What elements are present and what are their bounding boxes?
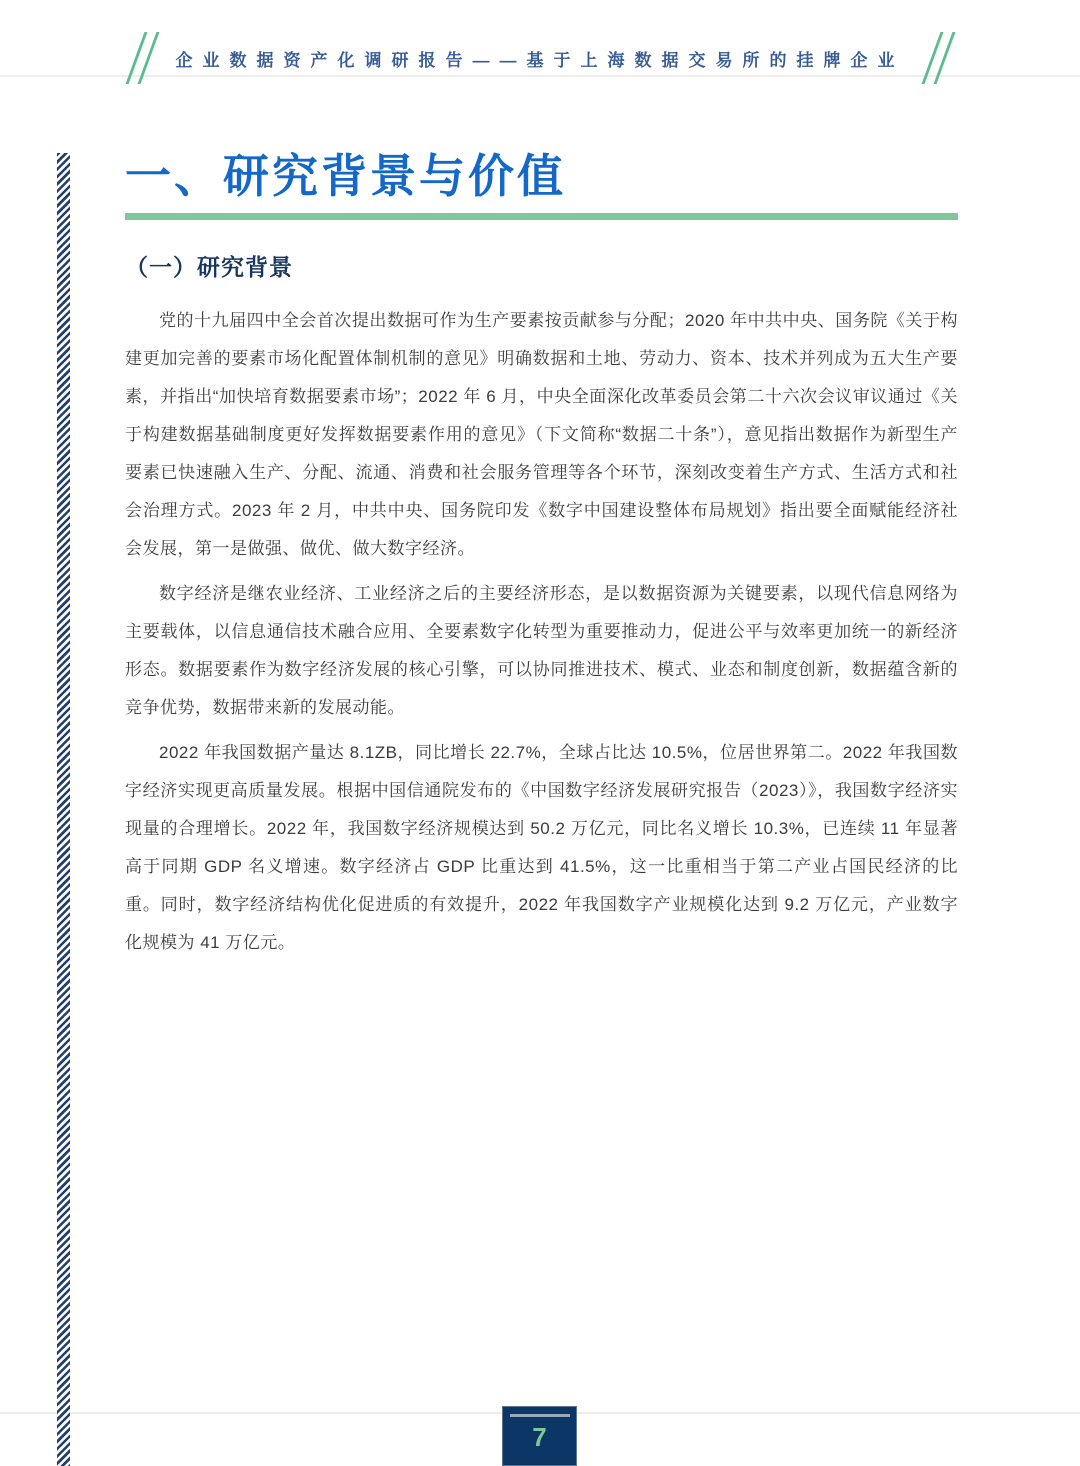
slash-mark: [921, 32, 943, 84]
subsection-heading: （一）研究背景: [125, 254, 293, 280]
section-heading: 一、研究背景与价值: [125, 150, 566, 202]
body-text: [125, 302, 958, 962]
decor-stripe-bar: [57, 153, 70, 1466]
slash-mark: [125, 32, 147, 84]
body-paragraph: 党的十九届四中全会首次提出数据可作为生产要素按贡献参与分配；2020 年中共中央、国务院《关于构建更加完善的要素市场化配置体制机制的意见》明确数据和土地、劳动力、资本、技术并列成为五大生产要素，并指出“加快培育数据要素市场”；2022 年 6 月，中央全面深化改革委员会第二十六次会议审议通过《关于构建数据基础制度更好发挥数据要素作用的意见》（下文简称“数据二十条”），意见指出数据作为新型生产要素已快速融入生产、分配、流通、消费和社会服务管理等各个环节，深刻改变着生产方式、生活方式和社会治理方式。2023 年 2 月，中共中央、国务院印发《数字中国建设整体布局规划》指出要全面赋能经济社会发展，第一是做强、做优、做大数字经济。: [125, 311, 958, 558]
double-slash-icon: [135, 32, 150, 84]
page-number-box: [502, 1406, 577, 1466]
page-header: [0, 30, 1080, 86]
body-paragraph: 数字经济是继农业经济、工业经济之后的主要经济形态，是以数据资源为关键要素，以现代信息网络为主要载体，以信息通信技术融合应用、全要素数字化转型为重要推动力，促进公平与效率更加统一的新经济形态。数据要素作为数字经济发展的核心引擎，可以协同推进技术、模式、业态和制度创新，数据蕴含新的竞争优势，数据带来新的发展动能。: [125, 584, 958, 717]
body-paragraph: 2022 年我国数据产量达 8.1ZB，同比增长 22.7%，全球占比达 10.5%，位居世界第二。2022 年我国数字经济实现更高质量发展。根据中国信通院发布的《中国数字经济发展研究报告（2023）》，我国数字经济实现量的合理增长。2022 年，我国数字经济规模达到 50.2 万亿元，同比名义增长 10.3%，已连续 11 年显著高于同期 GDP 名义增速。数字经济占 GDP 比重达到 41.5%，这一比重相当于第二产业占国民经济的比重。同时，数字经济结构优化促进质的有效提升，2022 年我国数字产业规模化达到 9.2 万亿元，产业数字化规模为 41 万亿元。: [125, 743, 958, 952]
page-content: [125, 148, 958, 962]
page-number-rule: [510, 1414, 570, 1417]
running-header-title: 企业数据资产化调研报告——基于上海数据交易所的挂牌企业: [175, 50, 905, 70]
section-heading-underline: [125, 213, 958, 220]
double-slash-icon: [931, 32, 946, 84]
page-number: 7: [532, 1422, 547, 1452]
